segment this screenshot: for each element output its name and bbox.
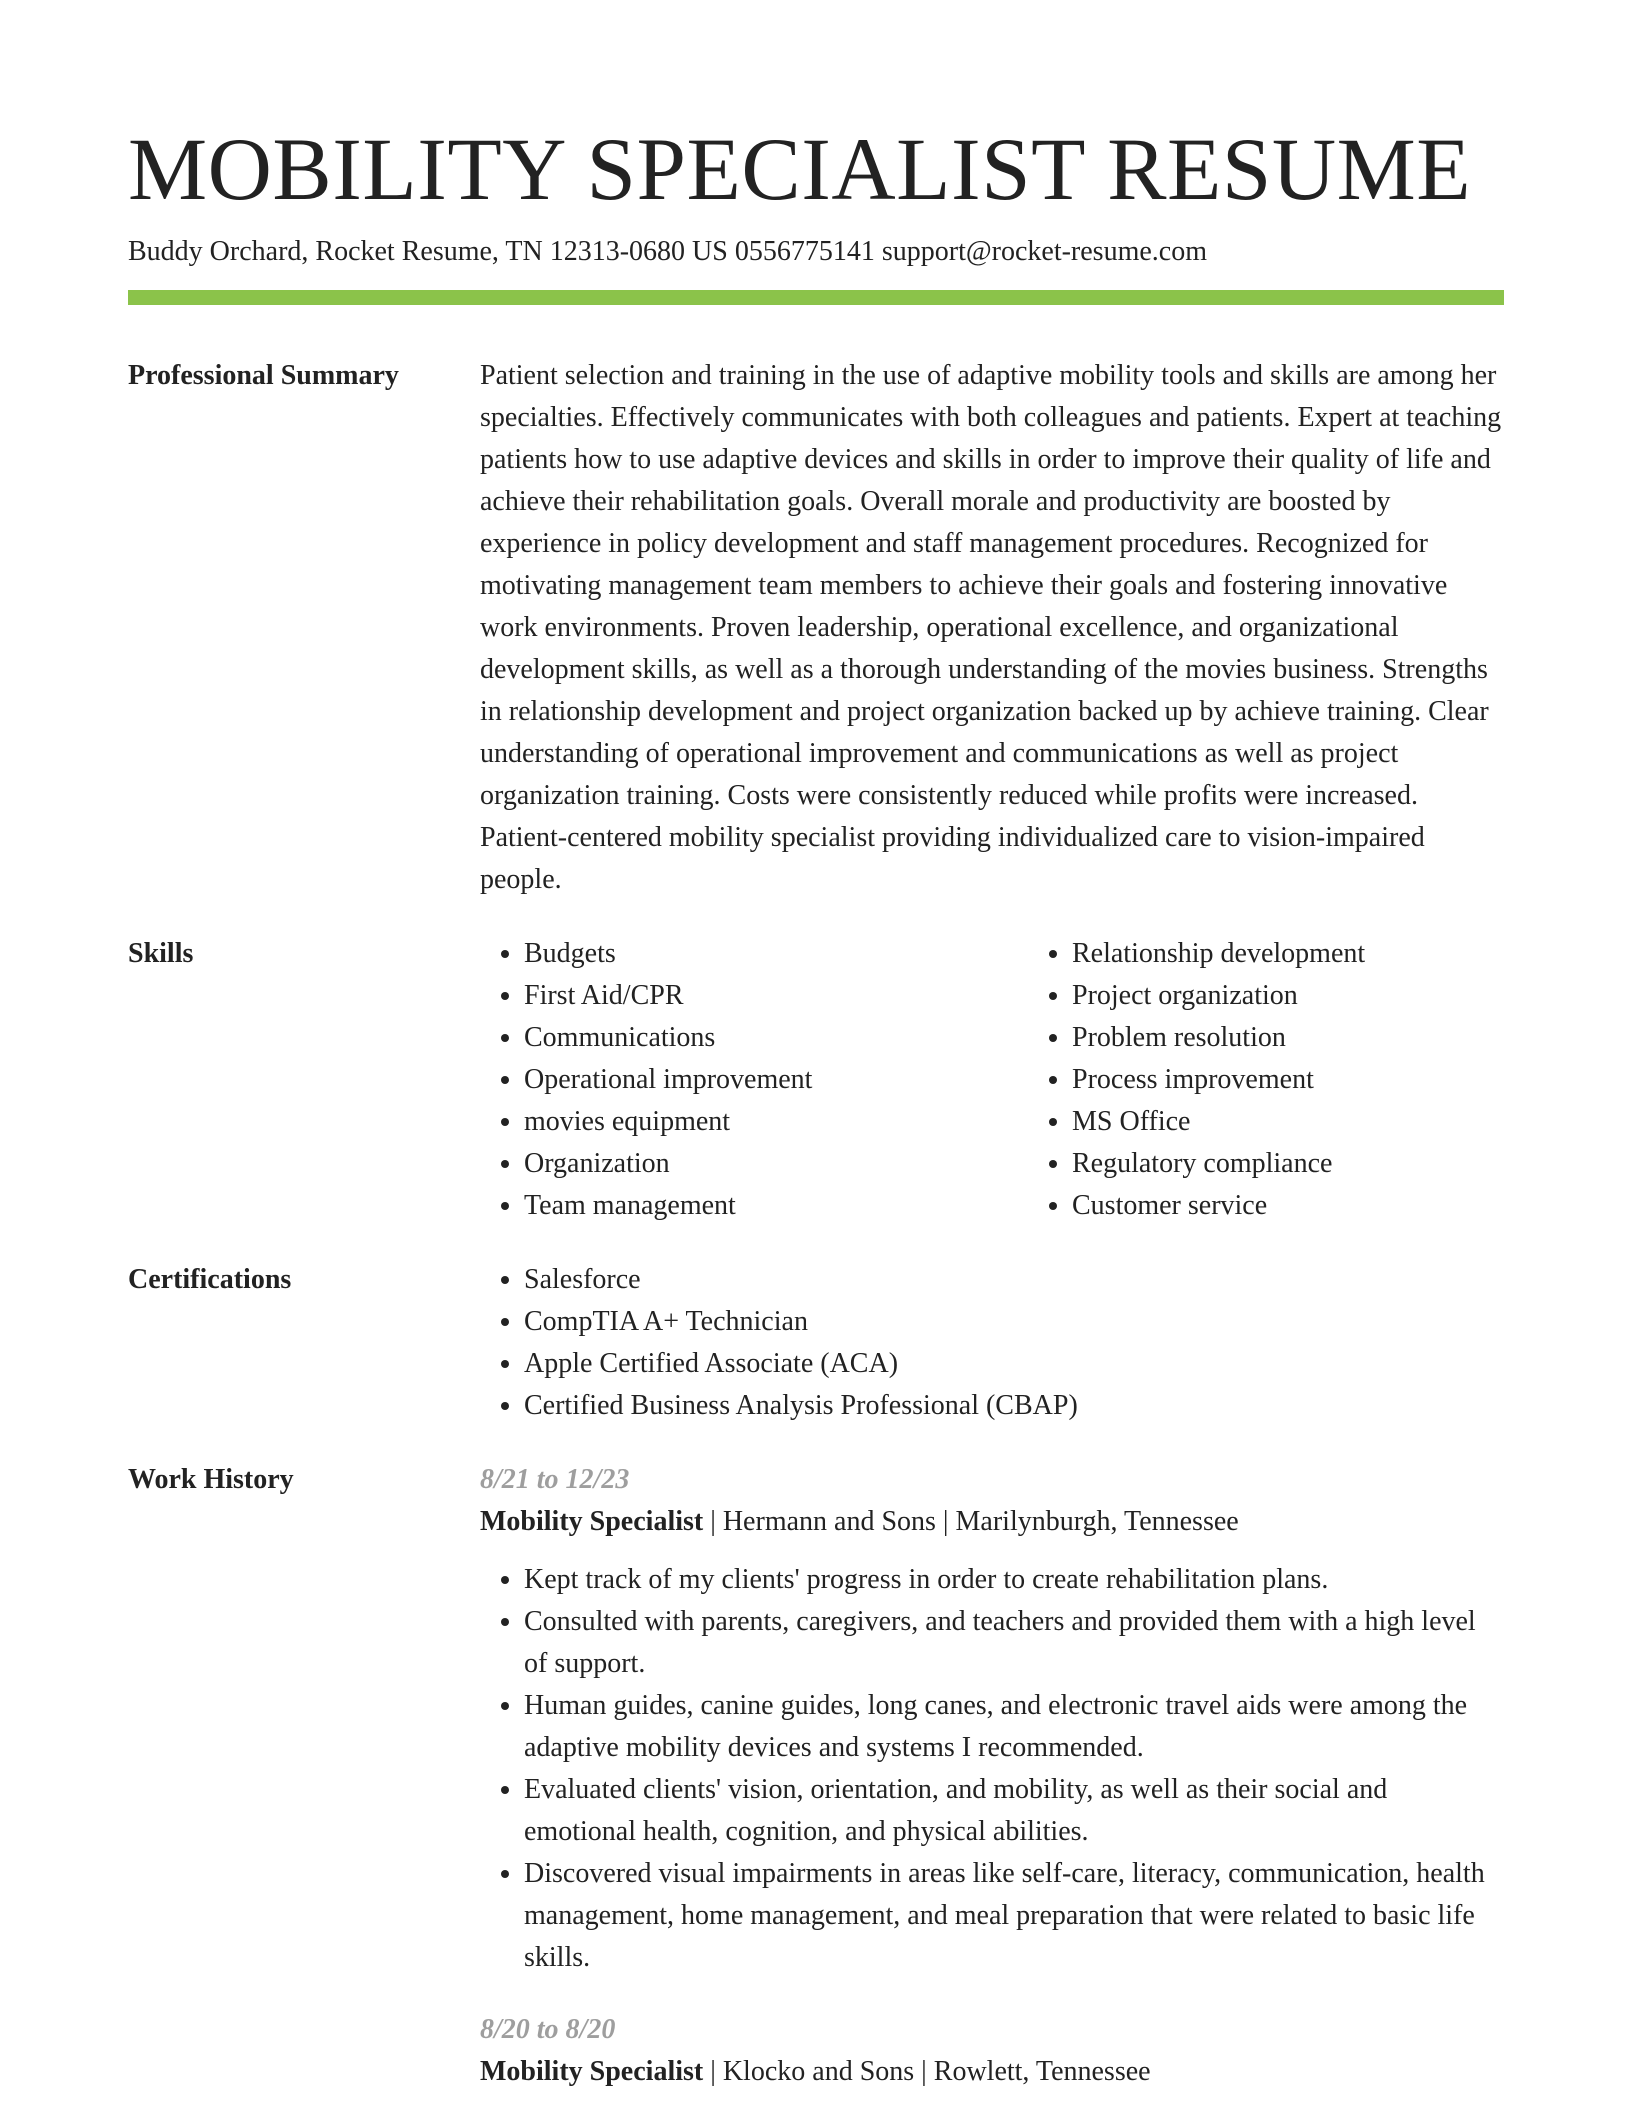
job-dates: 8/20 to 8/20 (480, 2014, 616, 2045)
list-item: • CompTIA A+ Technician (524, 1301, 1504, 1343)
list-item: • Communications (524, 1017, 1028, 1059)
work-history-body (480, 1459, 1504, 2093)
list-item: • Apple Certified Associate (ACA) (524, 1343, 1504, 1385)
summary-text: Patient selection and training in the use of adaptive mobility tools and skills are among her specialties. Effectively communicates with both colleagues and patients. Expert at teaching patients how to use adaptive devices and skills in order to improve their quality of life and achieve their rehabilitation goals. Overall morale and productivity are boosted by experience in policy development and staff management procedures. Recognized for motivating management team members to achieve their goals and fostering innovative work environments. Proven leadership, operational excellence, and organizational development skills, as well as a thorough understanding of the movies business. Strengths in relationship development and project organization backed up by achieve training. Clear understanding of operational improvement and communications as well as project organization training. Costs were consistently reduced while profits were increased. Patient-centered mobility specialist providing individualized care to vision-impaired people. (480, 360, 1502, 895)
job-dates: 8/21 to 12/23 (480, 1464, 630, 1495)
job-entry (480, 1459, 1504, 1979)
certifications-section (128, 1259, 1504, 1427)
list-item: • Team management (524, 1185, 1028, 1227)
list-item: • Organization (524, 1143, 1028, 1185)
skills-section (128, 933, 1504, 1227)
job-employer-location: | Hermann and Sons | Marilynburgh, Tennessee (703, 1506, 1239, 1537)
list-item: • Discovered visual impairments in areas like self-care, literacy, communication, health management, home management, and meal preparation that were related to basic life skills. (524, 1853, 1504, 1979)
skills-column-1 (480, 933, 1028, 1227)
accent-divider (128, 290, 1504, 305)
list-item: • MS Office (1072, 1101, 1576, 1143)
list-item: • Evaluated clients' vision, orientation, and mobility, as well as their social and emotional health, cognition, and physical abilities. (524, 1769, 1504, 1853)
list-item: • Problem resolution (1072, 1017, 1576, 1059)
certifications-list (480, 1259, 1504, 1427)
summary-body (480, 355, 1504, 901)
resume-page (128, 116, 1504, 2093)
list-item: • Human guides, canine guides, long canes, and electronic travel aids were among the adaptive mobility devices and systems I recommended. (524, 1685, 1504, 1769)
skills-body (480, 933, 1576, 1227)
list-item: • Regulatory compliance (1072, 1143, 1576, 1185)
job-employer-location: | Klocko and Sons | Rowlett, Tennessee (703, 2056, 1151, 2087)
job-title: Mobility Specialist (480, 2056, 704, 2087)
list-item: • Relationship development (1072, 933, 1576, 975)
list-item: • Process improvement (1072, 1059, 1576, 1101)
job-duties (480, 1559, 1504, 1979)
list-item: • Kept track of my clients' progress in order to create rehabilitation plans. (524, 1559, 1504, 1601)
section-label-summary: Professional Summary (128, 360, 399, 391)
list-item: • Operational improvement (524, 1059, 1028, 1101)
list-item: • Consulted with parents, caregivers, and teachers and provided them with a high level of support. (524, 1601, 1504, 1685)
summary-section (128, 355, 1504, 901)
list-item: • First Aid/CPR (524, 975, 1028, 1017)
list-item: • movies equipment (524, 1101, 1028, 1143)
contact-line: Buddy Orchard, Rocket Resume, TN 12313-0680 US 0556775141 support@rocket-resume.com (128, 236, 1207, 267)
list-item: • Project organization (1072, 975, 1576, 1017)
job-title: Mobility Specialist (480, 1506, 704, 1537)
job-entry (480, 2009, 1504, 2093)
list-item: • Salesforce (524, 1259, 1504, 1301)
section-label-work-history: Work History (128, 1464, 294, 1495)
job-heading (480, 1501, 1504, 1543)
work-history-section (128, 1459, 1504, 2093)
skills-column-2 (1028, 933, 1576, 1227)
section-label-certifications: Certifications (128, 1264, 292, 1295)
section-label-skills: Skills (128, 938, 194, 969)
list-item: • Certified Business Analysis Professional (CBAP) (524, 1385, 1504, 1427)
page-title: MOBILITY SPECIALIST RESUME (128, 121, 1472, 219)
certifications-body (480, 1259, 1504, 1427)
list-item: • Customer service (1072, 1185, 1576, 1227)
list-item: • Budgets (524, 933, 1028, 975)
job-heading (480, 2051, 1504, 2093)
